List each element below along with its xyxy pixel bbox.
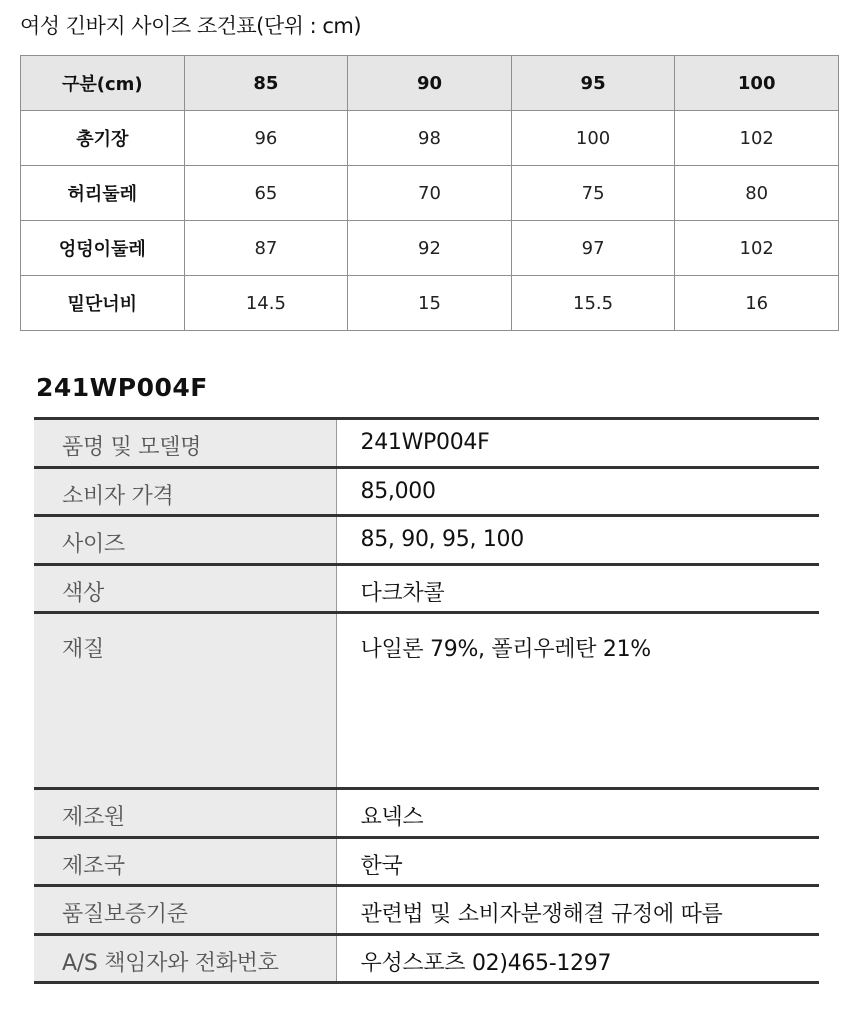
info-row-price	[34, 467, 819, 516]
info-label-text: 색상	[62, 580, 104, 606]
info-value	[336, 564, 819, 613]
info-label-text: 재질	[62, 637, 104, 662]
info-row-material	[34, 613, 819, 789]
info-row-color	[34, 564, 819, 613]
info-label	[34, 934, 336, 983]
info-value	[336, 837, 819, 886]
table-row	[21, 221, 839, 276]
info-label	[34, 564, 336, 613]
table-cell: 96	[184, 111, 348, 166]
info-value	[336, 934, 819, 983]
info-label	[34, 886, 336, 935]
header-cell: 95	[511, 56, 675, 111]
info-row-country	[34, 837, 819, 886]
info-row-warranty	[34, 886, 819, 935]
table-cell: 100	[511, 111, 675, 166]
table-cell: 102	[675, 221, 839, 276]
info-value-text: 85, 90, 95, 100	[360, 527, 524, 552]
size-chart-title: 여성 긴바지 사이즈 조건표(단위 : cm)	[20, 14, 362, 38]
table-cell: 15.5	[511, 276, 675, 331]
product-title: 241WP004F	[36, 373, 208, 402]
row-label: 엉덩이둘레	[21, 221, 185, 276]
info-row-size	[34, 516, 819, 565]
info-label	[34, 613, 336, 789]
info-label	[34, 516, 336, 565]
info-label-text: 소비자 가격	[62, 483, 174, 509]
info-value-text: 우성스포츠 02)465-1297	[360, 950, 612, 976]
info-row-model	[34, 419, 819, 468]
info-label-text: 품명 및 모델명	[62, 435, 202, 460]
info-value	[336, 467, 819, 516]
info-label	[34, 467, 336, 516]
info-row-as-contact	[34, 934, 819, 983]
info-value-text: 다크차콜	[360, 580, 445, 606]
row-label: 총기장	[21, 111, 185, 166]
info-value-text: 241WP004F	[360, 430, 490, 455]
info-label-text: 품질보증기준	[62, 902, 188, 927]
info-label-text: A/S 책임자와 전화번호	[62, 950, 279, 976]
product-info-table	[34, 417, 819, 984]
row-label: 밑단너비	[21, 276, 185, 331]
info-label	[34, 789, 336, 838]
table-row	[21, 166, 839, 221]
info-label	[34, 837, 336, 886]
header-cell: 구분(cm)	[21, 56, 185, 111]
info-label	[34, 419, 336, 468]
table-cell: 16	[675, 276, 839, 331]
table-cell: 92	[348, 221, 512, 276]
header-cell: 100	[675, 56, 839, 111]
table-row	[21, 276, 839, 331]
info-row-manufacturer	[34, 789, 819, 838]
info-value-text: 관련법 및 소비자분쟁해결 규정에 따름	[360, 902, 723, 927]
info-label-text: 사이즈	[62, 532, 125, 557]
table-cell: 65	[184, 166, 348, 221]
table-cell: 14.5	[184, 276, 348, 331]
table-cell: 87	[184, 221, 348, 276]
info-value-text: 요넥스	[360, 805, 424, 830]
info-value-text: 한국	[360, 853, 403, 879]
header-cell: 90	[348, 56, 512, 111]
info-value	[336, 516, 819, 565]
info-value	[336, 789, 819, 838]
info-value	[336, 613, 819, 789]
info-value-text: 85,000	[360, 478, 436, 504]
table-cell: 98	[348, 111, 512, 166]
info-label-text: 제조원	[62, 805, 125, 830]
row-label: 허리둘레	[21, 166, 185, 221]
info-label-text: 제조국	[62, 853, 125, 879]
info-value-text: 나일론 79%, 폴리우레탄 21%	[360, 637, 651, 662]
table-cell: 15	[348, 276, 512, 331]
info-value	[336, 419, 819, 468]
table-cell: 75	[511, 166, 675, 221]
table-cell: 102	[675, 111, 839, 166]
size-chart-header-row	[21, 56, 839, 111]
table-cell: 80	[675, 166, 839, 221]
header-cell: 85	[184, 56, 348, 111]
size-chart-table	[20, 55, 839, 331]
info-value	[336, 886, 819, 935]
table-cell: 97	[511, 221, 675, 276]
table-cell: 70	[348, 166, 512, 221]
table-row	[21, 111, 839, 166]
